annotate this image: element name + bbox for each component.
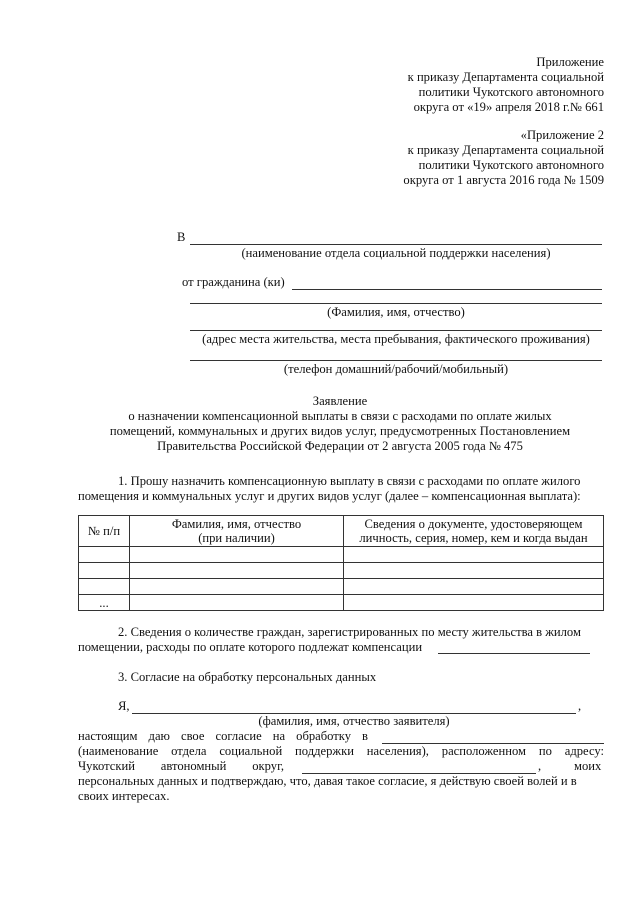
chukotka-comma: , bbox=[538, 759, 542, 773]
chukotka-word: автономный bbox=[160, 759, 227, 773]
appendix-1-line: Приложение bbox=[536, 55, 604, 69]
title-line: о назначении компенсационной выплаты в связи с расходами по оплате жилых bbox=[128, 409, 552, 423]
col-document-header-line: Сведения о документе, удостоверяющем bbox=[364, 517, 583, 531]
appendix-2-line: «Приложение 2 bbox=[520, 128, 604, 142]
col-name-header-line: Фамилия, имя, отчество bbox=[171, 517, 302, 531]
table-cell[interactable] bbox=[130, 595, 344, 611]
table-cell[interactable] bbox=[344, 595, 604, 611]
department-caption: (наименование отдела социальной поддержки населения) bbox=[241, 246, 551, 260]
consent-word: в bbox=[362, 729, 368, 743]
section-3-title: 3. Согласие на обработку персональных данных bbox=[118, 670, 377, 684]
appendix-2-line: округа от 1 августа 2016 года № 1509 bbox=[403, 173, 604, 187]
section-1-line: 1. Прошу назначить компенсационную выплату в связи с расходами по оплате жилого bbox=[118, 474, 581, 488]
address-field[interactable] bbox=[190, 330, 602, 331]
section-2-text bbox=[78, 625, 608, 655]
citizens-count-field[interactable] bbox=[438, 653, 590, 654]
table-cell[interactable] bbox=[344, 547, 604, 563]
table-cell[interactable]: ... bbox=[79, 595, 130, 611]
col-number-header: № п/п bbox=[79, 516, 130, 547]
consent-word: обработку bbox=[296, 729, 352, 743]
applicant-caption: (фамилия, имя, отчество заявителя) bbox=[258, 714, 450, 728]
table-cell[interactable] bbox=[130, 579, 344, 595]
section-2-line: 2. Сведения о количестве граждан, зарегистрированных по месту жительства в жилом bbox=[118, 625, 581, 639]
title-line: помещений, коммунальных и других видов услуг, предусмотренных Постановлением bbox=[109, 424, 571, 438]
table-cell[interactable] bbox=[79, 579, 130, 595]
dept-address-text: (наименование отдела социальной поддержки населения), расположенном по адресу: bbox=[78, 744, 604, 758]
full-name-caption: (Фамилия, имя, отчество) bbox=[327, 305, 465, 319]
comma: , bbox=[578, 699, 582, 713]
chukotka-line bbox=[78, 759, 284, 774]
table-row bbox=[79, 547, 604, 563]
table-row bbox=[79, 595, 604, 611]
address-caption: (адрес места жительства, места пребывания, фактического проживания) bbox=[202, 332, 590, 346]
col-document-header bbox=[344, 516, 604, 547]
title-line: Правительства Российской Федерации от 2 августа 2005 года № 475 bbox=[157, 439, 523, 453]
consent-line-words bbox=[78, 729, 368, 744]
chukotka-words bbox=[78, 759, 284, 774]
consent-word: свое bbox=[180, 729, 205, 743]
document-title: Заявление bbox=[312, 394, 368, 408]
table-cell[interactable] bbox=[79, 547, 130, 563]
table-cell[interactable] bbox=[130, 547, 344, 563]
appendix-1-line: политики Чукотского автономного bbox=[418, 85, 604, 99]
appendix-1-line: к приказу Департамента социальной bbox=[407, 70, 604, 84]
final-line: персональных данных и подтверждаю, что, давая такое согласие, я действую своей волей и в bbox=[78, 774, 577, 788]
department-field[interactable] bbox=[190, 244, 602, 245]
persons-table bbox=[78, 515, 604, 611]
from-prefix: от гражданина (ки) bbox=[182, 275, 285, 289]
col-name-header-line: (при наличии) bbox=[198, 531, 275, 545]
consent-word: на bbox=[272, 729, 286, 743]
citizen-field[interactable] bbox=[292, 289, 602, 290]
consent-word: согласие bbox=[215, 729, 262, 743]
appendix-2-line: политики Чукотского автономного bbox=[418, 158, 604, 172]
i-prefix: Я, bbox=[118, 699, 130, 713]
phone-caption: (телефон домашний/рабочий/мобильный) bbox=[283, 362, 509, 376]
to-prefix: В bbox=[177, 230, 186, 244]
table-cell[interactable] bbox=[344, 563, 604, 579]
chukotka-word: округ, bbox=[252, 759, 284, 773]
consent-word: даю bbox=[148, 729, 170, 743]
section-1-text bbox=[78, 474, 608, 504]
full-name-field[interactable] bbox=[190, 303, 602, 304]
table-header-row bbox=[79, 516, 604, 547]
final-line: своих интересах. bbox=[78, 789, 170, 803]
table-row bbox=[79, 563, 604, 579]
chukotka-word: Чукотский bbox=[78, 759, 135, 773]
dept-address-line bbox=[78, 744, 604, 759]
appendix-1-line: округа от «19» апреля 2018 г.№ 661 bbox=[413, 100, 604, 114]
consent-word: настоящим bbox=[78, 729, 138, 743]
appendix-2-line: к приказу Департамента социальной bbox=[407, 143, 604, 157]
table-cell[interactable] bbox=[344, 579, 604, 595]
phone-field[interactable] bbox=[190, 360, 602, 361]
col-document-header-line: личность, серия, номер, кем и когда выдан bbox=[359, 531, 588, 545]
table-cell[interactable] bbox=[130, 563, 344, 579]
consent-line bbox=[78, 729, 368, 744]
my-word: моих bbox=[574, 759, 602, 773]
col-name-header bbox=[130, 516, 344, 547]
table-cell[interactable] bbox=[79, 563, 130, 579]
section-1-line: помещения и коммунальных услуг и других видов услуг (далее – компенсационная выплата): bbox=[78, 489, 581, 503]
section-2-line: помещении, расходы по оплате которого подлежат компенсации bbox=[78, 640, 423, 654]
table-row bbox=[79, 579, 604, 595]
